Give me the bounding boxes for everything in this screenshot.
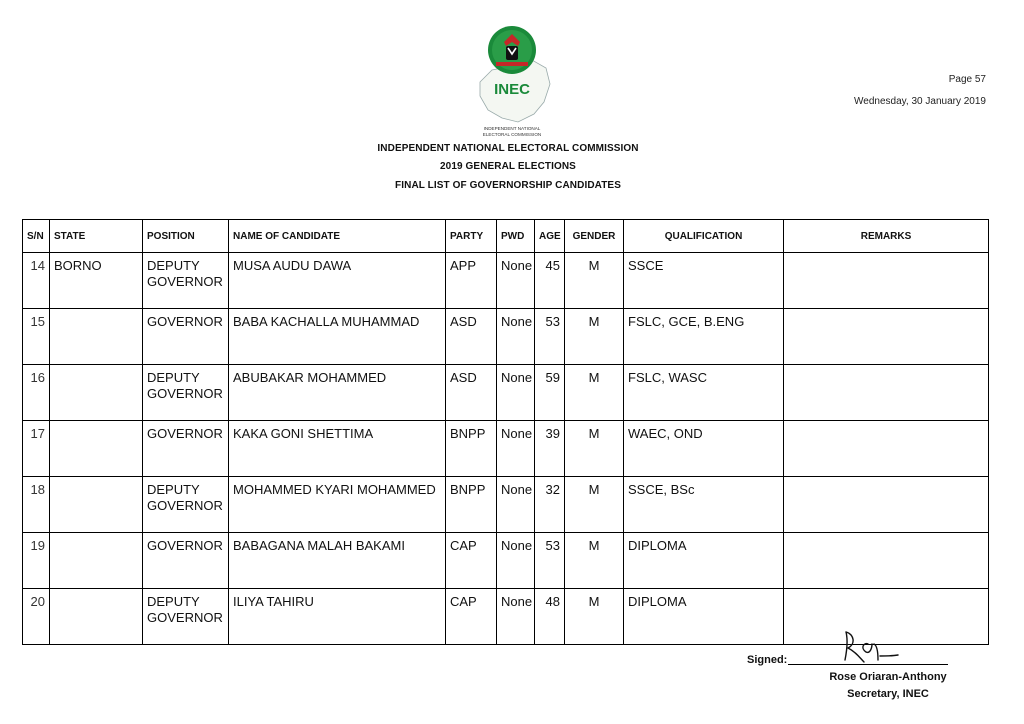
table-row — [23, 309, 989, 365]
cell-sn: 17 — [23, 421, 50, 477]
cell-position — [143, 421, 229, 477]
col-header-pwd: PWD — [497, 220, 535, 253]
position-line2: GOVERNOR — [147, 610, 223, 625]
cell-qualification: FSLC, GCE, B.ENG — [624, 309, 784, 365]
cell-pwd: None — [497, 253, 535, 309]
cell-pwd: None — [497, 477, 535, 533]
cell-state — [50, 533, 143, 589]
cell-position — [143, 365, 229, 421]
cell-candidate-name: MUSA AUDU DAWA — [229, 253, 446, 309]
signed-label: Signed: — [747, 654, 788, 666]
cell-sn: 18 — [23, 477, 50, 533]
cell-candidate-name: ILIYA TAHIRU — [229, 589, 446, 645]
cell-gender: M — [565, 309, 624, 365]
cell-position — [143, 533, 229, 589]
cell-candidate-name: BABAGANA MALAH BAKAMI — [229, 533, 446, 589]
col-header-age: AGE — [535, 220, 565, 253]
cell-gender: M — [565, 365, 624, 421]
logo-inec-text: INEC — [494, 81, 530, 98]
cell-age: 45 — [535, 253, 565, 309]
cell-age: 53 — [535, 533, 565, 589]
col-header-party: PARTY — [446, 220, 497, 253]
cell-pwd: None — [497, 309, 535, 365]
handwritten-signature — [838, 626, 900, 666]
col-header-gender: GENDER — [565, 220, 624, 253]
cell-position — [143, 309, 229, 365]
cell-gender: M — [565, 421, 624, 477]
position-line1: DEPUTY — [147, 258, 200, 273]
col-header-position: POSITION — [143, 220, 229, 253]
cell-party: CAP — [446, 589, 497, 645]
table-header-row — [23, 220, 989, 253]
cell-remarks — [784, 365, 989, 421]
cell-sn: 19 — [23, 533, 50, 589]
position-line1: GOVERNOR — [147, 426, 223, 441]
cell-gender: M — [565, 477, 624, 533]
position-line1: DEPUTY — [147, 370, 200, 385]
candidates-table — [22, 219, 989, 645]
cell-party: BNPP — [446, 421, 497, 477]
position-line1: GOVERNOR — [147, 538, 223, 553]
cell-party: ASD — [446, 309, 497, 365]
cell-pwd: None — [497, 421, 535, 477]
cell-qualification: FSLC, WASC — [624, 365, 784, 421]
cell-party: BNPP — [446, 477, 497, 533]
cell-position — [143, 589, 229, 645]
logo-subtext-line1: INDEPENDENT NATIONAL — [483, 126, 541, 131]
logo-subtext-line2: ELECTORAL COMMISSION — [482, 132, 542, 137]
cell-party: APP — [446, 253, 497, 309]
col-header-sn: S/N — [23, 220, 50, 253]
col-header-name: NAME OF CANDIDATE — [229, 220, 446, 253]
commission-title: INDEPENDENT NATIONAL ELECTORAL COMMISSION — [377, 143, 639, 154]
cell-qualification: DIPLOMA — [624, 589, 784, 645]
col-header-state: STATE — [50, 220, 143, 253]
cell-state — [50, 477, 143, 533]
signer-name: Rose Oriaran-Anthony — [829, 671, 947, 683]
cell-qualification: DIPLOMA — [624, 533, 784, 589]
report-date: Wednesday, 30 January 2019 — [854, 96, 986, 107]
cell-age: 59 — [535, 365, 565, 421]
table-row — [23, 253, 989, 309]
cell-candidate-name: MOHAMMED KYARI MOHAMMED — [229, 477, 446, 533]
cell-gender: M — [565, 589, 624, 645]
col-header-qualification: QUALIFICATION — [624, 220, 784, 253]
inec-logo — [474, 22, 554, 140]
cell-gender: M — [565, 253, 624, 309]
cell-remarks — [784, 533, 989, 589]
position-line1: DEPUTY — [147, 594, 200, 609]
cell-position — [143, 253, 229, 309]
position-line2: GOVERNOR — [147, 498, 223, 513]
cell-qualification: WAEC, OND — [624, 421, 784, 477]
cell-party: CAP — [446, 533, 497, 589]
cell-sn: 14 — [23, 253, 50, 309]
page-number: Page 57 — [948, 74, 986, 85]
col-header-remarks: REMARKS — [784, 220, 989, 253]
cell-state — [50, 365, 143, 421]
cell-candidate-name: KAKA GONI SHETTIMA — [229, 421, 446, 477]
cell-age: 53 — [535, 309, 565, 365]
list-title: FINAL LIST OF GOVERNORSHIP CANDIDATES — [395, 180, 621, 191]
cell-remarks — [784, 253, 989, 309]
cell-state — [50, 421, 143, 477]
table-row — [23, 421, 989, 477]
cell-state: BORNO — [50, 253, 143, 309]
cell-age: 32 — [535, 477, 565, 533]
cell-party: ASD — [446, 365, 497, 421]
cell-qualification: SSCE, BSc — [624, 477, 784, 533]
signature-line — [788, 664, 948, 665]
table-row — [23, 365, 989, 421]
cell-candidate-name: BABA KACHALLA MUHAMMAD — [229, 309, 446, 365]
position-line2: GOVERNOR — [147, 386, 223, 401]
cell-age: 48 — [535, 589, 565, 645]
coat-of-arms-base — [496, 62, 528, 66]
cell-state — [50, 309, 143, 365]
cell-qualification: SSCE — [624, 253, 784, 309]
table-row — [23, 533, 989, 589]
cell-sn: 20 — [23, 589, 50, 645]
cell-remarks — [784, 477, 989, 533]
position-line1: DEPUTY — [147, 482, 200, 497]
cell-pwd: None — [497, 589, 535, 645]
cell-pwd: None — [497, 365, 535, 421]
cell-candidate-name: ABUBAKAR MOHAMMED — [229, 365, 446, 421]
position-line1: GOVERNOR — [147, 314, 223, 329]
cell-remarks — [784, 421, 989, 477]
election-title: 2019 GENERAL ELECTIONS — [440, 161, 576, 172]
cell-gender: M — [565, 533, 624, 589]
signer-title: Secretary, INEC — [847, 688, 929, 700]
cell-sn: 16 — [23, 365, 50, 421]
cell-sn: 15 — [23, 309, 50, 365]
cell-remarks — [784, 309, 989, 365]
position-line2: GOVERNOR — [147, 274, 223, 289]
cell-state — [50, 589, 143, 645]
cell-age: 39 — [535, 421, 565, 477]
cell-position — [143, 477, 229, 533]
cell-pwd: None — [497, 533, 535, 589]
table-row — [23, 477, 989, 533]
